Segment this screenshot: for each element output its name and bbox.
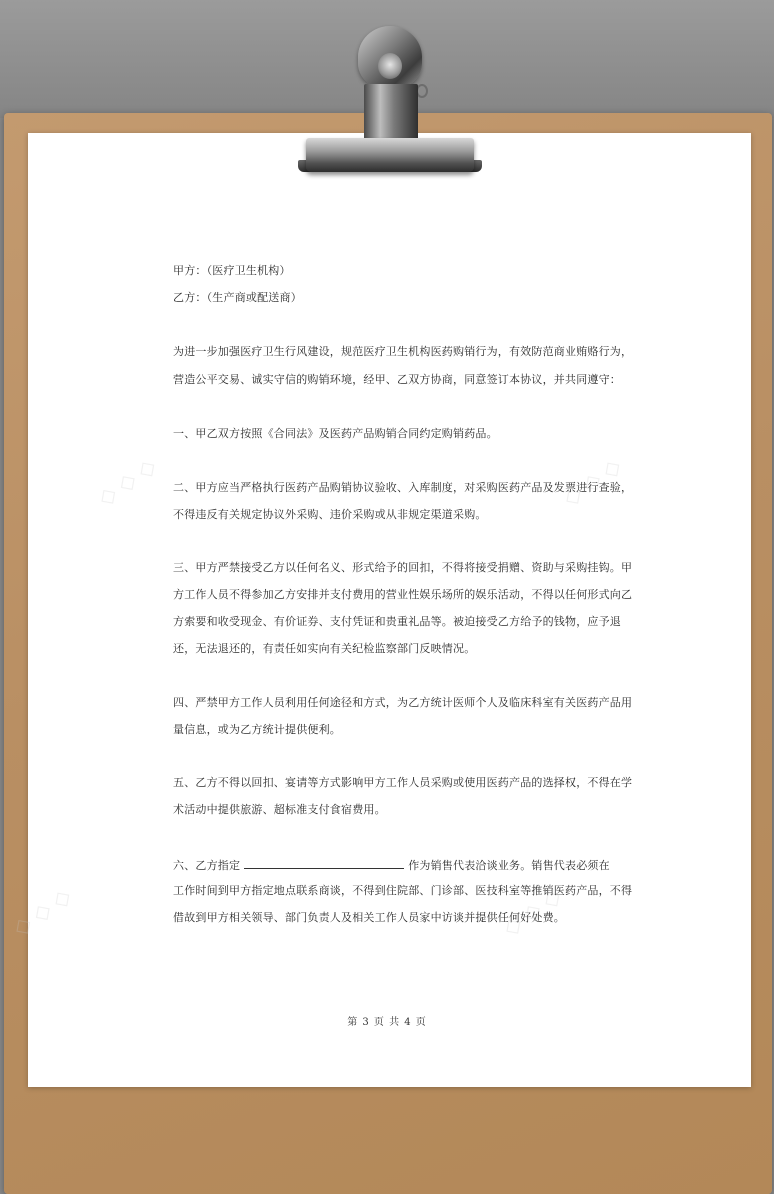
- intro-line: 为进一步加强医疗卫生行风建设，规范医疗卫生机构医药购销行为，有效防范商业贿赂行为，: [173, 345, 633, 358]
- intro-line: 营造公平交易、诚实守信的购销环境，经甲、乙双方协商，同意签订本协议，并共同遵守：: [173, 373, 621, 386]
- clause-6-line: 借故到甲方相关领导、部门负责人及相关工作人员家中访谈并提供任何好处费。: [173, 911, 565, 924]
- watermark: ◇ ◇ ◇: [558, 453, 627, 512]
- watermark: ◇ ◇ ◇: [498, 883, 567, 942]
- clause-3-line: 方工作人员不得参加乙方安排并支付费用的营业性娱乐场所的娱乐活动，不得以任何形式向乙: [173, 588, 633, 601]
- clause-6-line: 工作时间到甲方指定地点联系商谈，不得到住院部、门诊部、医技科室等推销医药产品，不得: [173, 884, 633, 897]
- clause-2-line: 二、甲方应当严格执行医药产品购销协议验收、入库制度，对采购医药产品及发票进行查验，: [173, 481, 633, 494]
- clause-4-line: 四、严禁甲方工作人员利用任何途径和方式，为乙方统计医师个人及临床科室有关医药产品用: [173, 696, 633, 709]
- clause-2-line: 不得违反有关规定协议外采购、违价采购或从非规定渠道采购。: [173, 508, 487, 521]
- binder-clip-hole: [378, 53, 402, 79]
- clause-3-line: 三、甲方严禁接受乙方以任何名义、形式给予的回扣，不得将接受捐赠、资助与采购挂钩。甲: [173, 561, 633, 574]
- clause-5-line: 五、乙方不得以回扣、宴请等方式影响甲方工作人员采购或使用医药产品的选择权，不得在学: [173, 776, 633, 789]
- watermark: ◇ ◇ ◇: [8, 883, 77, 942]
- clause-3-line: 还，无法退还的，有责任如实向有关纪检监察部门反映情况。: [173, 642, 476, 655]
- clause-6-line: [173, 857, 610, 873]
- sales-rep-blank-field[interactable]: [244, 857, 404, 869]
- binder-clip-neck: [364, 84, 418, 142]
- party-b-line: 乙方：（生产商或配送商）: [173, 291, 302, 304]
- clause-3-line: 方索要和收受现金、有价证券、支付凭证和贵重礼品等。被迫接受乙方给予的钱物，应予退: [173, 615, 621, 628]
- binder-clip-icon: [306, 138, 474, 172]
- clause-1-line: 一、甲乙双方按照《合同法》及医药产品购销合同约定购销药品。: [173, 427, 498, 440]
- clause-6-rest: 作为销售代表洽谈业务。销售代表必须在: [408, 859, 610, 872]
- watermark: ◇ ◇ ◇: [93, 453, 162, 512]
- clause-5-line: 术活动中提供旅游、超标准支付食宿费用。: [173, 803, 386, 816]
- page-number: 第 3 页 共 4 页: [347, 1017, 427, 1028]
- document-page: [28, 133, 751, 1087]
- clause-4-line: 量信息，或为乙方统计提供便利。: [173, 723, 341, 736]
- party-a-line: 甲方：（医疗卫生机构）: [173, 264, 291, 277]
- clause-6-lead: 六、乙方指定: [173, 859, 241, 872]
